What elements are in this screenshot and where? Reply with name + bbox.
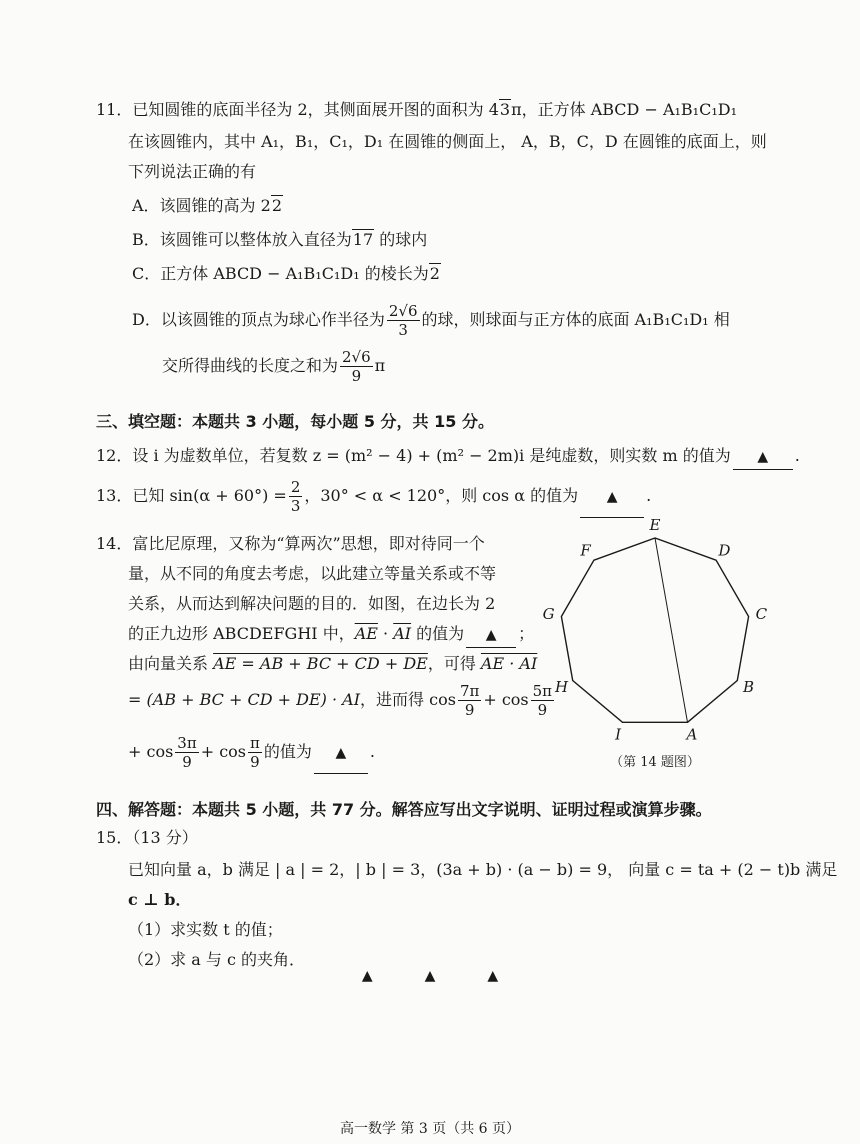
q14-l4-end: ；	[518, 624, 535, 643]
vertex-label-f: F	[580, 541, 591, 560]
q12-answer-blank: ▲	[733, 445, 793, 470]
diagonal-ae	[655, 538, 687, 722]
q11-line-2: 在该圆锥内，其中 A₁，B₁，C₁，D₁ 在圆锥的侧面上， A，B，C，D 在圆锥的底面上，则	[128, 132, 767, 151]
q14-l6-expr: = (AB + BC + CD + DE) · AI	[128, 690, 361, 709]
q14-l7-end: .	[369, 742, 375, 761]
q13-den: 3	[290, 497, 301, 515]
q14-frac-5pi-num: 5π	[532, 682, 553, 700]
q11-option-a	[132, 194, 283, 218]
q14-l6-c: + cos	[483, 690, 529, 709]
q11-d-num: 2√6	[388, 302, 418, 320]
q11-line-1	[96, 98, 737, 122]
q13-num: 2	[290, 478, 301, 496]
q11-c-text: C．正方体 ABCD − A₁B₁C₁D₁ 的棱长为	[132, 264, 429, 283]
q14-frac-3pi	[175, 734, 198, 771]
q12-text: 12．设 i 为虚数单位，若复数 z = (m² − 4) + (m² − 2m)i 是纯虚数，则实数 m 的值为	[96, 446, 731, 465]
section-3-heading: 三、填空题：本题共 3 小题，每小题 5 分，共 15 分。	[96, 412, 494, 431]
page-footer: 高一数学 第 3 页（共 6 页）	[339, 1121, 521, 1137]
q15-part-2: （2）求 a 与 c 的夹角．	[128, 950, 306, 969]
vertex-label-a: A	[686, 725, 698, 744]
q14-l5-a: 由向量关系	[128, 654, 214, 673]
q11-d-fraction	[387, 302, 420, 339]
vertex-label-d: D	[718, 541, 731, 560]
q14-line-3: 关系，从而达到解决问题的目的．如图，在边长为 2	[128, 594, 496, 613]
q14-l7-a: + cos	[128, 742, 174, 761]
q11-l1-a: 11．已知圆锥的底面半径为 2，其侧面展开图的面积为 4	[96, 100, 499, 119]
q13-text-a: 13．已知 sin(α + 60°) =	[96, 486, 287, 505]
q14-vector-sum: AE = AB + BC + CD + DE	[213, 654, 428, 673]
q11-option-b	[132, 228, 427, 252]
q11-d2-num: 2√6	[342, 348, 371, 366]
q15-line-2: c ⊥ b．	[128, 890, 192, 909]
figure-caption: （第 14 题图）	[610, 755, 700, 770]
mark-3: ▲	[487, 968, 499, 984]
q14-line-4	[128, 622, 534, 648]
q11-option-c	[132, 262, 441, 286]
q13-answer-blank: ▲	[580, 477, 644, 518]
vertex-label-g: G	[542, 605, 555, 624]
q11-d2-den: 9	[351, 367, 362, 385]
q12-end: .	[794, 446, 800, 465]
q14-l7-b: + cos	[200, 742, 246, 761]
vertex-label-i: I	[615, 725, 622, 744]
q14-frac-3pi-num: 3π	[177, 734, 197, 752]
vertex-labels	[543, 516, 768, 744]
q11-b-end: 的球内	[374, 230, 428, 249]
q11-option-d-cont	[162, 346, 385, 386]
vertex-label-h: H	[554, 678, 569, 696]
q14-l4-b: 的值为	[411, 624, 465, 643]
q15-title: 15．（13 分）	[96, 828, 198, 847]
q11-d-end: 的球，则球面与正方体的底面 A₁B₁C₁D₁ 相	[421, 310, 730, 329]
q14-line-5	[128, 652, 537, 676]
q14-vector-product: AE · AI	[480, 654, 538, 673]
q14-l4-a: 的正九边形 ABCDEFGHI 中，	[128, 624, 355, 643]
q14-line-6	[128, 680, 556, 720]
q11-l1-b: π，正方体 ABCD − A₁B₁C₁D₁	[511, 100, 737, 119]
q14-vector-ae: $\overline{AE}$	[354, 624, 378, 643]
q14-line-1: 14．富比尼原理，又称为“算两次”思想，即对待同一个	[96, 534, 485, 553]
q11-d2-text: 交所得曲线的长度之和为	[162, 356, 339, 375]
q14-l5-b: ，可得	[427, 654, 481, 673]
q15-line-1: 已知向量 a，b 满足 | a | = 2，| b | = 3，(3a + b) · (a − b) = 9， 向量 c = ta + (2 − t)b 满足	[128, 860, 838, 879]
q14-frac-pi-den: 9	[250, 753, 260, 771]
q14-frac-pi	[248, 734, 262, 771]
q12-line	[96, 444, 800, 470]
q14-line-7	[128, 732, 375, 774]
q11-b-text: B．该圆锥可以整体放入直径为	[132, 230, 352, 249]
q11-d2-end: π	[374, 356, 386, 375]
vertex-label-b: B	[742, 678, 755, 696]
q14-frac-3pi-den: 9	[182, 753, 192, 771]
q14-frac-7pi-den: 9	[464, 701, 475, 719]
q14-frac-7pi	[458, 682, 481, 719]
q11-d-den: 3	[398, 321, 408, 339]
nonagon-polygon	[561, 538, 748, 722]
q14-l7-c: 的值为	[263, 742, 312, 761]
q11-c-root: 2	[429, 264, 440, 283]
q11-a-root: 2	[271, 196, 283, 215]
q13-line	[96, 476, 651, 518]
section-4-heading: 四、解答题：本题共 5 小题，共 77 分。解答应写出文字说明、证明过程或演算步骤。	[96, 800, 712, 819]
mark-1: ▲	[361, 968, 373, 984]
q14-frac-pi-num: π	[250, 734, 260, 752]
q13-end: .	[646, 486, 652, 505]
q11-d-text: D．以该圆锥的顶点为球心作半径为	[132, 310, 385, 329]
q13-fraction	[289, 478, 303, 515]
q14-vector-ai: $\overline{AI}$	[393, 624, 412, 643]
q11-option-d	[132, 300, 730, 340]
q11-d2-fraction	[340, 348, 373, 385]
q11-l1-root: 3	[499, 100, 511, 119]
q14-answer-blank-2: ▲	[314, 733, 368, 774]
q14-frac-7pi-num: 7π	[459, 682, 480, 700]
q13-text-b: ，30° < α < 120°，则 cos α 的值为	[304, 486, 579, 505]
q14-frac-5pi-den: 9	[537, 701, 548, 719]
q11-line-3: 下列说法正确的有	[128, 162, 257, 181]
vertex-label-c: C	[755, 605, 768, 624]
vertex-label-e: E	[649, 516, 661, 534]
q11-b-root: 17	[352, 230, 374, 249]
q14-l4-dot: ·	[377, 624, 394, 643]
q11-a-text: A．该圆锥的高为 2	[132, 196, 271, 215]
mark-2: ▲	[424, 968, 436, 984]
q14-line-2: 量，从不同的角度去考虑，以此建立等量关系或不等	[128, 564, 497, 583]
q14-l6-b: ，进而得 cos	[360, 690, 456, 709]
q15-part-1: （1）求实数 t 的值；	[128, 920, 283, 939]
answer-marks	[0, 968, 860, 984]
q14-answer-blank-1: ▲	[466, 623, 516, 648]
